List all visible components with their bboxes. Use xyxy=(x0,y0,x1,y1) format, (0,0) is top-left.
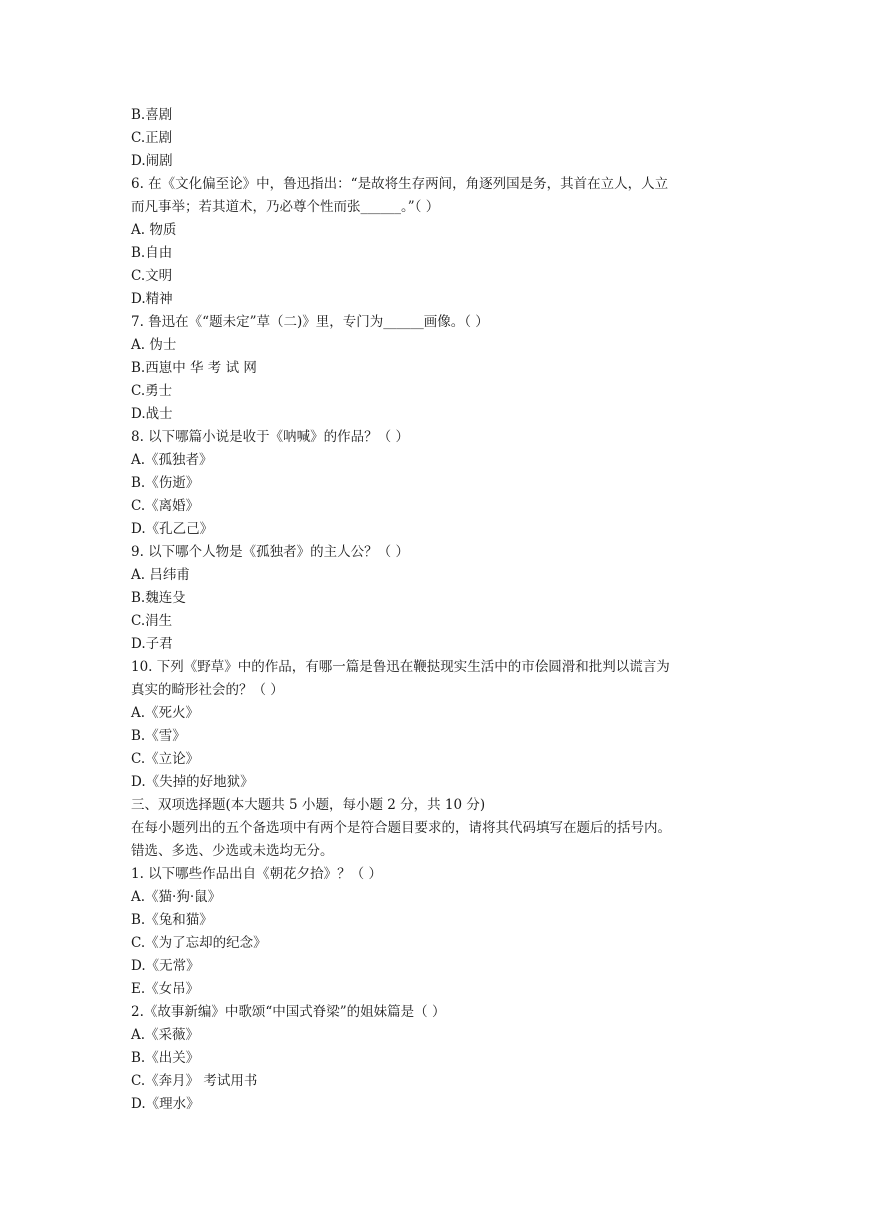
question-1: 1. 以下哪些作品出自《朝花夕拾》？（ ） xyxy=(131,866,382,882)
option-line: D.精神 xyxy=(131,291,173,307)
option-line: B.《出关》 xyxy=(131,1050,200,1066)
option-line: B.喜剧 xyxy=(131,107,173,123)
option-line: C.文明 xyxy=(131,268,173,284)
question-9: 9. 以下哪个人物是《孤独者》的主人公？（ ） xyxy=(131,544,409,560)
option-line: C.《立论》 xyxy=(131,751,200,767)
option-line: A.《采薇》 xyxy=(131,1027,200,1043)
question-8: 8. 以下哪篇小说是收于《呐喊》的作品？（ ） xyxy=(131,429,409,445)
question-10-line-1: 10. 下列《野草》中的作品，有哪一篇是鲁迅在鞭挞现实生活中的市侩圆滑和批判以谎言为 xyxy=(131,659,670,675)
option-line: C.勇士 xyxy=(131,383,173,399)
option-line: B.自由 xyxy=(131,245,173,261)
option-line: C.正剧 xyxy=(131,130,173,146)
option-line: B.《伤逝》 xyxy=(131,475,200,491)
option-line: D.《无常》 xyxy=(131,958,200,974)
question-7: 7. 鲁迅在《“题未定”草（二)》里，专门为______画像。（ ） xyxy=(131,314,489,330)
option-line: B.《兔和猫》 xyxy=(131,912,213,928)
question-6-line-2: 而凡事举；若其道术，乃必尊个性而张______。”（ ） xyxy=(131,199,440,215)
option-line: A. 物质 xyxy=(131,222,177,238)
document-body xyxy=(131,104,771,1116)
option-line: C.《离婚》 xyxy=(131,498,200,514)
option-line: D.《孔乙己》 xyxy=(131,521,214,537)
option-line: A. 吕纬甫 xyxy=(131,567,190,583)
option-line: C.《奔月》 考试用书 xyxy=(131,1073,258,1089)
option-line: D.《失掉的好地狱》 xyxy=(131,774,254,790)
question-2: 2.《故事新编》中歌颂“中国式脊梁”的姐妹篇是（ ） xyxy=(131,1004,446,1020)
option-line: A.《死火》 xyxy=(131,705,200,721)
option-line: A.《猫·狗·鼠》 xyxy=(131,889,222,905)
section-heading: 三、双项选择题(本大题共 5 小题，每小题 2 分，共 10 分) xyxy=(131,797,486,813)
option-line: D.子君 xyxy=(131,636,173,652)
option-line: B.《雪》 xyxy=(131,728,186,744)
option-line: A.《孤独者》 xyxy=(131,452,213,468)
question-10-line-2: 真实的畸形社会的？（ ） xyxy=(131,682,284,698)
section-instructions-line-2: 错选、多选、少选或未选均无分。 xyxy=(131,843,334,859)
option-line: D.《理水》 xyxy=(131,1096,200,1112)
option-line: A. 伪士 xyxy=(131,337,177,353)
option-line: B.魏连殳 xyxy=(131,590,186,606)
section-instructions-line-1: 在每小题列出的五个备选项中有两个是符合题目要求的，请将其代码填写在题后的括号内。 xyxy=(131,820,671,836)
option-line: E.《女吊》 xyxy=(131,981,200,997)
option-line: B.西崽中 华 考 试 网 xyxy=(131,360,257,376)
option-line: C.《为了忘却的纪念》 xyxy=(131,935,267,951)
question-6-line-1: 6. 在《文化偏至论》中，鲁迅指出：“是故将生存两间，角逐列国是务，其首在立人，人立 xyxy=(131,176,669,192)
option-line: C.涓生 xyxy=(131,613,173,629)
option-line: D.战士 xyxy=(131,406,173,422)
option-line: D.闹剧 xyxy=(131,153,173,169)
